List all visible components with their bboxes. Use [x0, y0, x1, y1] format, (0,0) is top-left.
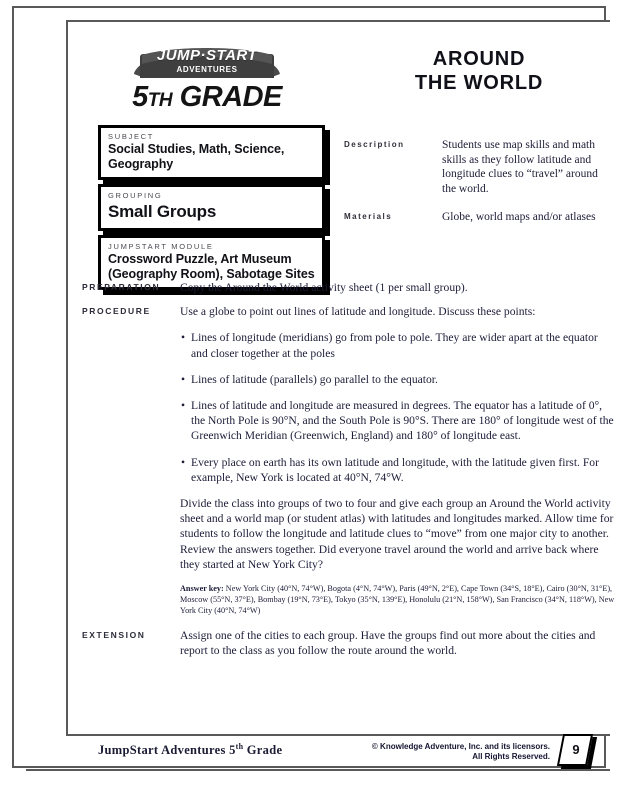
banner-ribbon-icon	[132, 44, 282, 80]
page-inner-frame	[66, 20, 615, 736]
info-label-module: JUMPSTART MODULE	[108, 242, 214, 251]
meta-label-materials: Materials	[344, 212, 393, 221]
page-number-badge	[560, 734, 596, 770]
info-box-subject	[98, 125, 325, 180]
footer-title-ordinal: th	[235, 742, 244, 751]
copyright-line-1: © Knowledge Adventure, Inc. and its licensors.	[371, 742, 550, 751]
list-item: • Lines of latitude and longitude are measured in degrees. The equator has a latitude of 0°, the North Pole is 90°N, and the South Pole is 90°S. There are 180° of longitude west of the Greenwich Meridian (Greenwich, England) and 180° of longitude east.	[180, 398, 616, 444]
meta-row-materials	[344, 210, 606, 225]
section-body-extension	[180, 628, 616, 658]
logo-grade-word: GRADE	[179, 81, 282, 113]
section-label-extension: EXTENSION	[82, 630, 146, 641]
footer-copyright	[328, 742, 550, 762]
logo-banner	[132, 44, 282, 80]
list-item: • Lines of latitude (parallels) go parallel to the equator.	[180, 372, 616, 387]
page-title-line1: AROUND	[432, 48, 526, 70]
header-region	[82, 22, 612, 281]
page-footer	[66, 736, 610, 770]
info-box-stack	[98, 125, 325, 294]
page-title-line2: THE WORLD	[414, 72, 544, 94]
section-body-preparation	[180, 280, 616, 295]
section-label-preparation: PREPARATION	[82, 282, 161, 292]
section-extension	[82, 628, 616, 658]
page-title	[354, 47, 604, 95]
list-item: • Every place on earth has its own latitude and longitude, with the latitude given first. For example, New York is located at 40°N, 74°W.	[180, 455, 616, 485]
meta-text-materials: Globe, world maps and/or atlases	[442, 211, 596, 223]
page-outer-frame	[12, 6, 615, 768]
section-procedure	[82, 304, 616, 616]
procedure-closing: Divide the class into groups of two to four and give each group an Around the World activity sheet and a world map (or student atlas) with latitudes and longitudes marked. Allow time for students to follow the longitude and latitude clues to “move” from one major city to another. Review the answers together. Did everyone travel around the world and arrive back where they started at New York City?	[180, 497, 614, 571]
logo-jumpstart-text: JUMP·START	[156, 47, 258, 64]
section-preparation	[82, 280, 616, 295]
meta-block	[344, 138, 606, 239]
meta-row-description	[344, 138, 606, 196]
meta-text-description: Students use map skills and math skills as they follow latitude and longitude clues to “travel” around the world.	[442, 139, 598, 195]
footer-title-pre: JumpStart Adventures 5	[98, 743, 236, 758]
logo-grade-ordinal: TH	[147, 90, 173, 111]
info-box-grouping	[98, 184, 325, 231]
logo-adventures-text: ADVENTURES	[176, 65, 238, 74]
answer-key	[180, 583, 616, 616]
info-value-grouping: Small Groups	[108, 202, 217, 221]
section-label-procedure: PROCEDURE	[82, 306, 151, 317]
footer-divider	[26, 769, 610, 771]
page-number-text: 9	[572, 742, 580, 757]
info-value-module: Crossword Puzzle, Art Museum (Geography Room), Sabotage Sites	[108, 252, 315, 281]
footer-title-post: Grade	[243, 743, 283, 758]
logo-grade-text	[118, 81, 296, 117]
copyright-line-2: All Rights Reserved.	[472, 752, 550, 761]
footer-book-title	[98, 742, 282, 758]
procedure-intro: Use a globe to point out lines of latitude and longitude. Discuss these points:	[180, 305, 536, 319]
list-item: • Lines of longitude (meridians) go from pole to pole. They are wider apart at the equator and closer together at the poles	[180, 330, 616, 360]
extension-text: Assign one of the cities to each group. Have the groups find out more about the cities and report to the class as you follow the route around the world.	[180, 629, 596, 658]
meta-label-description: Description	[344, 140, 405, 149]
info-value-subject: Social Studies, Math, Science, Geography	[108, 142, 285, 171]
jumpstart-logo	[118, 44, 296, 116]
answer-key-label: Answer key:	[180, 584, 224, 594]
answer-key-text: New York City (40°N, 74°W), Bogota (4°N, 74°W), Paris (49°N, 2°E), Cape Town (34°S, 18°E), Cairo (30°N, 31°E), Moscow (55°N, 37°E), Bombay (19°N, 73°E), Tokyo (35°N, 139°E), Honolulu (21°N, 158°W), San Francisco (34°N, 118°W), New York City (40°N, 74°W)	[180, 584, 615, 616]
info-label-subject: SUBJECT	[108, 132, 155, 141]
info-label-grouping: GROUPING	[108, 191, 163, 200]
page-content	[82, 22, 615, 734]
logo-grade-number: 5	[132, 81, 148, 113]
sections-region	[82, 280, 616, 667]
section-body-procedure	[180, 304, 616, 616]
preparation-text: Copy the Around the World activity sheet (1 per small group).	[180, 281, 468, 294]
procedure-bullet-list	[180, 330, 616, 485]
